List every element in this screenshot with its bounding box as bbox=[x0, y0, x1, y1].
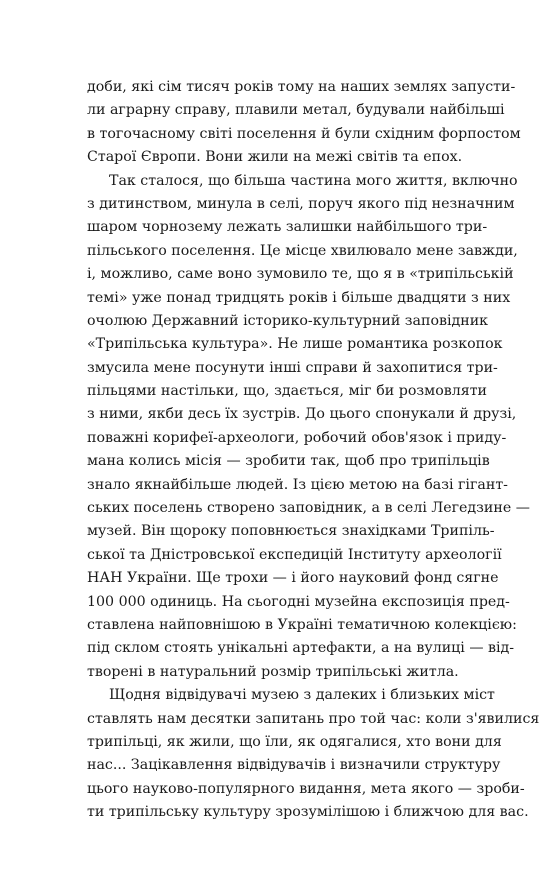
text-line: пільського поселення. Це місце хвилювало мене завжди, bbox=[87, 242, 518, 259]
text-line: темі» уже понад тридцять років і більше двадцяти з них bbox=[87, 289, 511, 306]
text-line: «Трипільська культура». Не лише романтика розкопок bbox=[87, 336, 503, 353]
text-line: ставлена найповнішою в Україні тематичною колекцією: bbox=[87, 616, 517, 633]
body-text bbox=[87, 76, 540, 825]
text-line: ти трипільську культуру зрозумілішою і ближчою для вас. bbox=[87, 804, 529, 821]
text-line: Щодня відвідувачі музею з далеких і близьких міст bbox=[109, 687, 495, 704]
text-line: доби, які сім тисяч років тому на наших землях запусти- bbox=[87, 79, 516, 95]
text-line: мана колись місія — зробити так, щоб про трипільців bbox=[87, 453, 490, 470]
text-line: очолюю Державний історико-культурний заповідник bbox=[87, 312, 489, 329]
text-line: музей. Він щороку поповнюється знахідками Трипіль- bbox=[87, 523, 495, 540]
text-line: ської та Дністровської експедицій Інституту археології bbox=[87, 546, 502, 563]
paragraph bbox=[87, 684, 540, 824]
text-line: НАН України. Ще трохи — і його науковий фонд сягне bbox=[87, 570, 499, 587]
text-line: трипільці, як жили, що їли, як одягалися, хто вони для bbox=[87, 733, 502, 750]
text-line: з дитинством, минула в селі, поруч якого під незначним bbox=[87, 195, 515, 212]
text-line: змусила мене посунути інші справи й захопитися три- bbox=[87, 359, 498, 376]
text-line: ських поселень створено заповідник, а в селі Легедзине — bbox=[87, 500, 530, 517]
text-line: ставлять нам десятки запитань про той час: коли з'явилися bbox=[87, 710, 540, 727]
text-line: Старої Європи. Вони жили на межі світів та епох. bbox=[87, 149, 463, 166]
text-line: ли аграрну справу, плавили метал, будували найбільші bbox=[87, 102, 505, 119]
text-line: цього науково-популярного видання, мета якого — зроби- bbox=[87, 780, 525, 797]
text-line: шаром чорнозему лежать залишки найбільшого три- bbox=[87, 219, 488, 236]
text-line: Так сталося, що більша частина мого життя, включно bbox=[109, 172, 518, 189]
text-line: і, можливо, саме воно зумовило те, що я в «трипільській bbox=[87, 266, 514, 283]
text-line: в тогочасному світі поселення й були східним форпостом bbox=[87, 125, 521, 142]
text-line: творені в натуральний розмір трипільські житла. bbox=[87, 663, 459, 680]
text-line: пільцями настільки, що, здається, міг би розмовляти bbox=[87, 383, 487, 400]
text-line: поважні корифеї-археологи, робочий обов'язок і приду- bbox=[87, 429, 507, 446]
text-line: з ними, якби десь їх зустрів. До цього спонукали й друзі, bbox=[87, 406, 517, 423]
text-line: знало якнайбільше людей. Із цією метою на базі гігант- bbox=[87, 476, 508, 493]
text-line: під склом стоять унікальні артефакти, а на вулиці — від- bbox=[87, 640, 515, 657]
paragraph bbox=[87, 76, 521, 170]
paragraph bbox=[87, 170, 530, 685]
text-line: нас... Зацікавлення відвідувачів і визначили структуру bbox=[87, 757, 501, 774]
text-line: 100 000 одиниць. На сьогодні музейна експозиція пред- bbox=[87, 593, 510, 610]
